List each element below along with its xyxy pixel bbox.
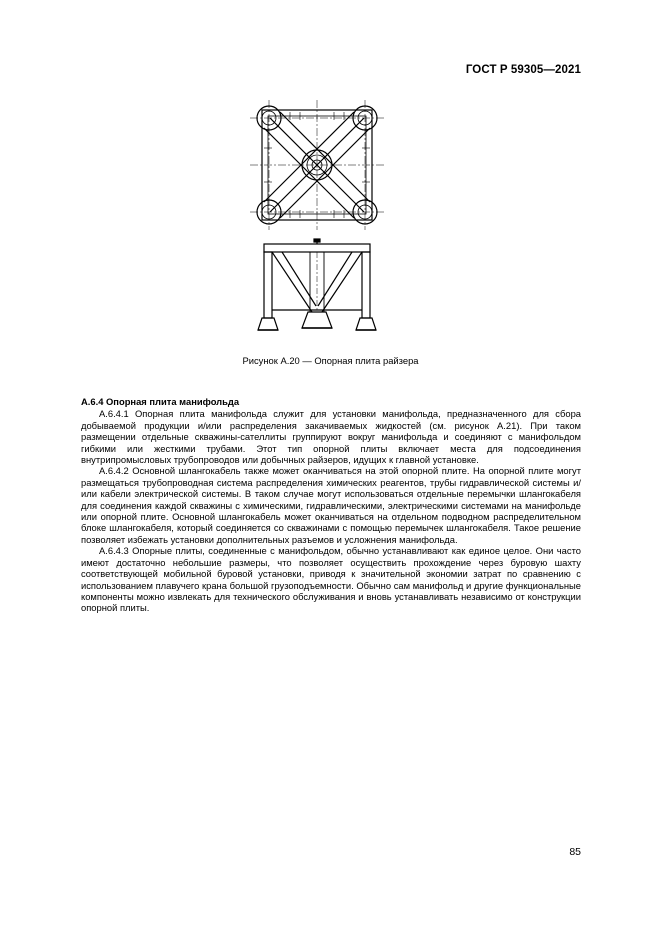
elevation-top-beam <box>264 244 370 252</box>
page-number: 85 <box>569 846 581 858</box>
elevation-column-right <box>362 252 370 318</box>
paragraph-a-6-4-1: А.6.4.1 Опорная плита манифольда служит для установки манифольда, предназначенного для сбора добываемой продукции и/или распределения закачиваемых жидкостей (см. рисунок А.21). При таком размещении отдельные скважины-сателлиты группируют вокруг манифольда и соединяют с манифольдом гибкими или жесткими трубами. Этот тип опорной плиты включает места для подсоединения внутрипромысловых трубопроводов или добычных райзеров, идущих к главной установке. <box>81 408 581 466</box>
riser-base-svg <box>240 98 400 348</box>
elevation-column-left <box>264 252 272 318</box>
section-a-6-4 <box>81 396 581 614</box>
document-code: ГОСТ Р 59305—2021 <box>465 64 581 76</box>
mudmat-foot <box>258 318 278 330</box>
paragraph-a-6-4-2: А.6.4.2 Основной шлангокабель также может оканчиваться на этой опорной плите. На опорной плите могут размещаться трубопроводная система распределения химических реагентов, трубы гидравлической системы и/или кабели электрической системы. В таком случае могут использоваться отдельные перемычки шлангокабеля для соединения каждой скважины с химическими, гидравлическими, электрическими системами на манифольде или опорной плите. Основной шлангокабель может оканчиваться на отдельном подводном распределительном блоке шлангокабеля, который соединяется со скважинами с помощью перемычек шлангокабеля. Такое решение позволяет избежать установки дополнительных разъемов и усложнения манифольда. <box>81 465 581 545</box>
paragraph-a-6-4-3: А.6.4.3 Опорные плиты, соединенные с манифольдом, обычно устанавливают как единое целое. Они часто имеют достаточно небольшие размеры, что позволяет осуществить прохождение через буровую шахту соответствующей мобильной буровой установки, приводя к значительной экономии затрат по сравнению с использованием плавучего крана большой грузоподъемности. Обычно сам манифольд и другие функциональные компоненты можно извлекать для технического обслуживания и вновь устанавливать независимо от конструкции опорной плиты. <box>81 545 581 614</box>
section-title: А.6.4 Опорная плита манифольда <box>81 396 240 407</box>
riser-base-drawing <box>240 98 400 348</box>
figure-caption: Рисунок А.20 — Опорная плита райзера <box>242 355 419 366</box>
mudmat-foot <box>302 312 332 328</box>
mudmat-foot <box>356 318 376 330</box>
